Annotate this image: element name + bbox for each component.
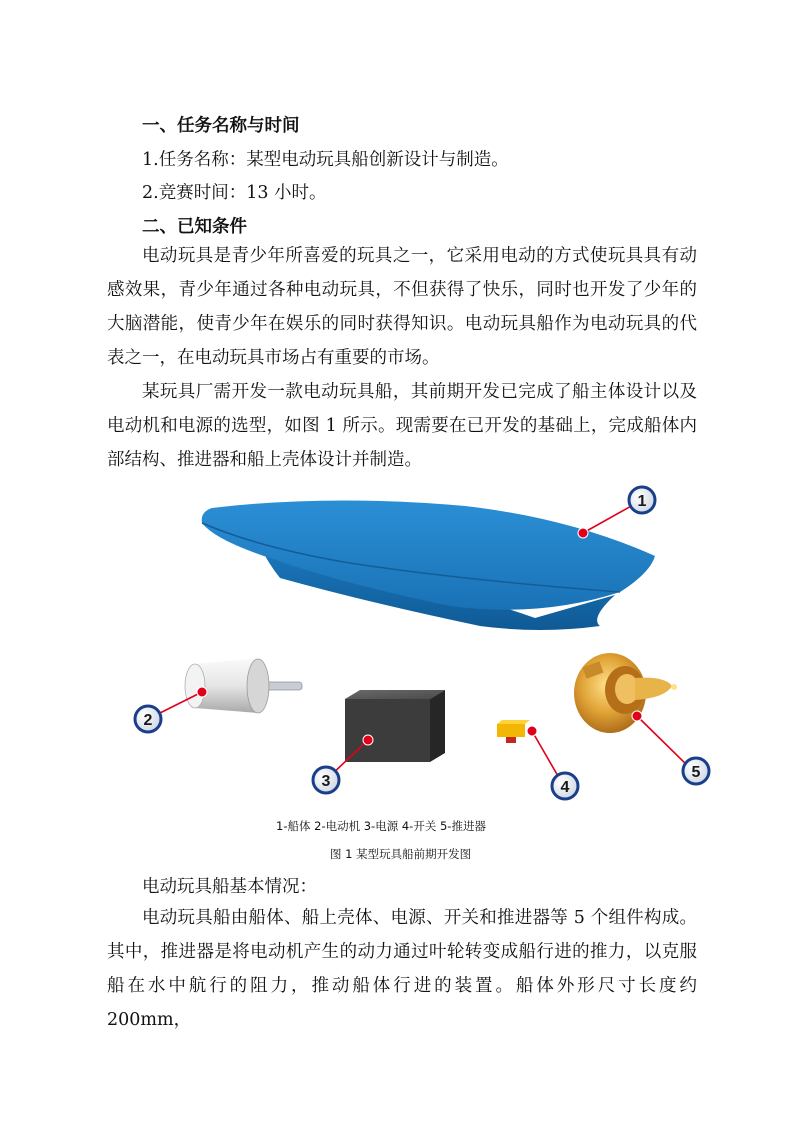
callout-4 <box>552 773 578 799</box>
time-item: 2.竞赛时间：13 小时。 <box>142 183 327 203</box>
callout-3-label: 3 <box>321 773 331 790</box>
switch <box>497 720 530 743</box>
thruster <box>574 653 677 733</box>
basic-info-heading: 电动玩具船基本情况： <box>142 877 317 897</box>
callout-3 <box>313 767 339 793</box>
boat-hull <box>202 500 655 630</box>
section1-heading: 一、任务名称与时间 <box>142 116 300 136</box>
figure-legend: 1-船体 2-电动机 3-电源 4-开关 5-推进器 <box>276 819 486 833</box>
electric-motor <box>185 658 302 713</box>
figure-caption: 图 1 某型玩具船前期开发图 <box>330 847 472 861</box>
known-conditions-paragraph-2: 某玩具厂需开发一款电动玩具船，其前期开发已完成了船主体设计以及电动机和电源的选型，如图 1 所示。现需要在已开发的基础上，完成船体内部结构、推进器和船上壳体设计并制造。 <box>107 382 697 470</box>
battery <box>345 690 445 762</box>
callout-5 <box>683 758 709 784</box>
callout-2 <box>135 706 161 732</box>
figure-1 <box>120 468 740 813</box>
known-conditions-paragraph-1: 电动玩具是青少年所喜爱的玩具之一，它采用电动的方式使玩具具有动感效果，青少年通过各种电动玩具，不但获得了快乐，同时也开发了少年的大脑潜能，使青少年在娱乐的同时获得知识。电动玩具船作为电动玩具的代表之一，在电动玩具市场占有重要的市场。 <box>107 246 697 368</box>
callout-1-label: 1 <box>637 493 647 510</box>
basic-info-paragraph: 电动玩具船由船体、船上壳体、电源、开关和推进器等 5 个组件构成。其中，推进器是将电动机产生的动力通过叶轮转变成船行进的推力，以克服船在水中航行的阻力，推动船体行进的装置。船体外形尺寸长度约200mm， <box>107 908 697 1030</box>
callout-5-label: 5 <box>691 764 701 781</box>
callout-4-label: 4 <box>560 779 570 796</box>
figure-illustration <box>120 468 740 813</box>
task-name-item: 1.任务名称：某型电动玩具船创新设计与制造。 <box>142 150 509 170</box>
section2-heading: 二、已知条件 <box>142 217 247 237</box>
callout-2-label: 2 <box>143 712 153 729</box>
callout-1 <box>629 487 655 513</box>
